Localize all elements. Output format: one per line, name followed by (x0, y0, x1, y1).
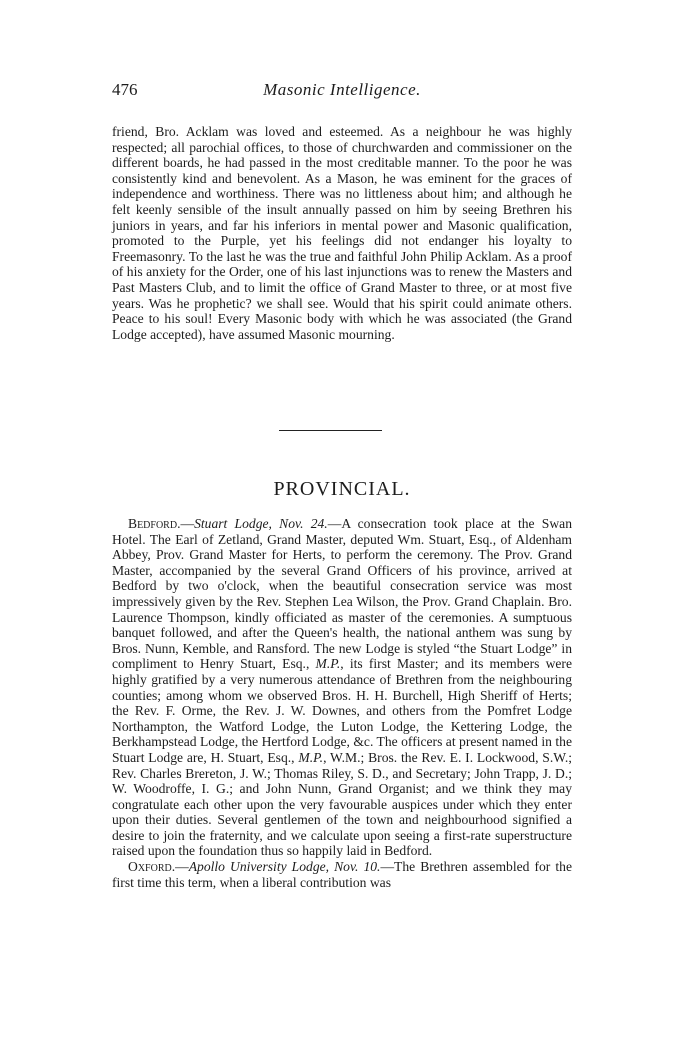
oxford-dash: — (175, 859, 189, 875)
section-heading-provincial: PROVINCIAL. (273, 478, 411, 500)
bedford-text-2: , its first Master; and its members were highly gratified by a very numerous attendance of Brethren from the neighbouring counties; among whom we observed Bros. H. H. Burchell, High Sheriff of Herts; the Rev. F. Orme, the Rev. J. W. Downes, and others from the Pomfret Lodge Northampton, the Watford Lodge, the Luton Lodge, the Kettering Lodge, the Berkhampstead Lodge, the Hertford Lodge, &c. The officers at present named in the Stuart Lodge are, H. Stuart, Esq., (112, 656, 572, 765)
bedford-lodge: Stuart Lodge, Nov. 24. (194, 516, 328, 531)
running-title: Masonic Intelligence. (263, 80, 421, 99)
bedford-mp-2: M.P. (298, 749, 324, 765)
bedford-place: Bedford. (128, 516, 181, 531)
obituary-text: friend, Bro. Acklam was loved and esteemed. As a neighbour he was highly respected; all parochial offices, to those of churchwarden and commissioner on the different boards, he had passed in the most creditable manner. To the poor he was consistently kind and benevolent. As a Mason, he was eminent for the graces of independence and worthiness. There was no littleness about him; and although he felt keenly sensible of the insult annually passed on him by seeing Brethren his juniors in years, and far his inferiors in mental power and Masonic qualification, promoted to the Purple, yet his feelings did not endanger his loyalty to Freemasonry. To the last he was the true and faithful John Philip Acklam. As a proof of his anxiety for the Order, one of his last injunctions was to renew the Masters and Past Masters Club, and to limit the office of Grand Master to three, or at most five years. Was he prophetic? we shall see. Would that his spirit could animate others. Peace to his soul! Every Masonic body with which he was associated (the Grand Lodge accepted), have assumed Masonic mourning. (112, 124, 572, 342)
page-header (112, 80, 572, 102)
section-divider (279, 430, 382, 431)
oxford-text: —The Brethren assembled for the first time this term, when a liberal contribution was (112, 859, 572, 890)
oxford-place: Oxford. (128, 859, 176, 875)
bedford-report (112, 516, 572, 859)
bedford-text-3: , W.M.; Bros. the Rev. E. I. Lockwood, S.W.; Rev. Charles Brereton, J. W.; Thomas Riley, S. D., and Secretary; John Trapp, J. D.; W. Woodroffe, I. G.; and John Nunn, Grand Organist; and we think they may congratulate each other upon the very favourable auspices under which they enter upon their duties. Several gentlemen of the town and neighbourhood signified a desire to join the fraternity, and we calculate upon seeing a first-rate superstructure raised upon the foundation thus so happily laid in Bedford. (112, 749, 572, 859)
obituary-paragraph (112, 124, 572, 342)
provincial-reports (112, 516, 572, 890)
oxford-report (112, 859, 572, 890)
bedford-dash: — (180, 516, 195, 531)
oxford-lodge: Apollo University Lodge, Nov. 10. (188, 859, 381, 875)
bedford-text-1: —A consecration took place at the Swan Hotel. The Earl of Zetland, Grand Master, deputed Wm. Stuart, Esq., of Aldenham Abbey, Prov. Grand Master for Herts, to perform the ceremony. The Prov. Grand Master, accompanied by the several Grand Officers of his province, arrived at Bedford by two o'clock, when the beautiful consecration service was most impressively given by the Rev. Stephen Lea Wilson, the Prov. Grand Chaplain. Bro. Laurence Thompson, kindly officiated as master of the ceremonies. A sumptuous banquet followed, and after the Queen's health, the national anthem was sung by Bros. Nunn, Kemble, and Ransford. The new Lodge is styled “the Stuart Lodge” in compliment to Henry Stuart, Esq., (112, 516, 573, 672)
page-number: 476 (112, 80, 138, 99)
bedford-mp-1: M.P. (315, 656, 341, 672)
